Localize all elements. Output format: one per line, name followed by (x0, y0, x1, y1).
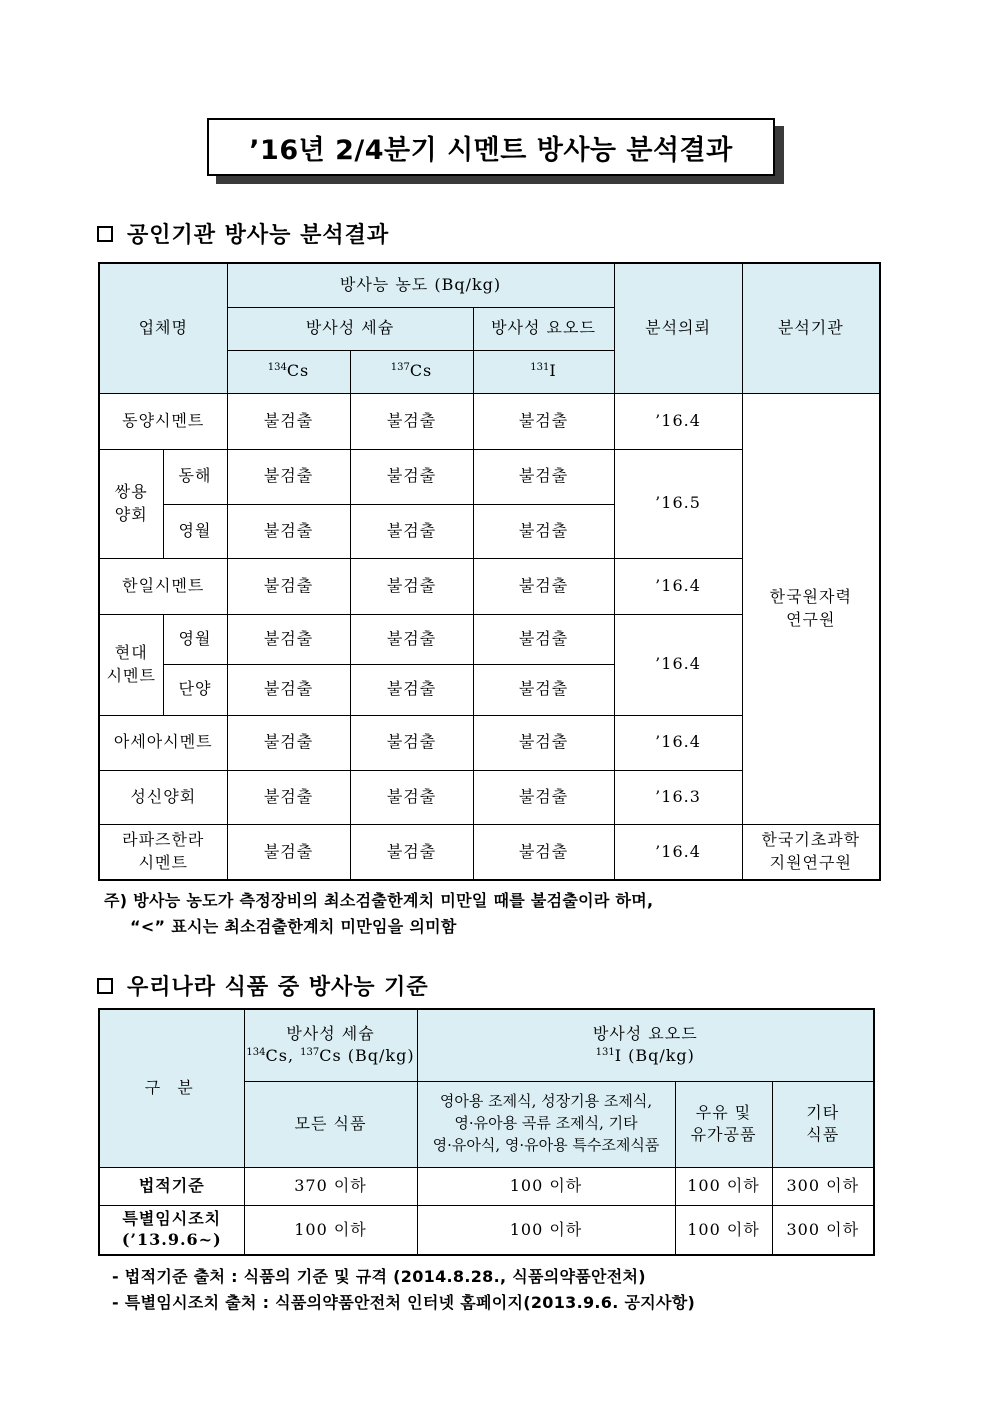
company-cell: 성신양회 (99, 770, 227, 824)
agency-cell: 한국원자력 연구원 (742, 393, 880, 824)
header-other: 기타 식품 (772, 1081, 874, 1167)
header-cs137: $^{137}$Cs (350, 350, 473, 393)
header-iodine: 방사성 요오드 (473, 307, 614, 350)
milk-cell: 100 이하 (675, 1167, 772, 1205)
cs134-cell: 불검출 (227, 715, 350, 770)
section1-heading (97, 218, 389, 249)
standards-table (98, 1008, 875, 1256)
cs134-cell: 불검출 (227, 449, 350, 504)
company-cell: 아세아시멘트 (99, 715, 227, 770)
request-cell: ’16.5 (614, 449, 742, 558)
header-i131: $^{131}$I (473, 350, 614, 393)
request-cell: ’16.4 (614, 824, 742, 880)
plant-cell: 동해 (163, 449, 227, 504)
cs137-cell: 불검출 (350, 393, 473, 449)
cs137-cell: 불검출 (350, 770, 473, 824)
cs137-cell: 불검출 (350, 558, 473, 614)
table-row (99, 824, 880, 880)
footnote-line2: “<” 표시는 최소검출한계치 미만임을 의미함 (130, 917, 457, 936)
header-cs134: $^{134}$Cs (227, 350, 350, 393)
request-cell: ’16.3 (614, 770, 742, 824)
plant-cell: 단양 (163, 664, 227, 715)
request-cell: ’16.4 (614, 393, 742, 449)
header-agency: 분석기관 (742, 263, 880, 393)
cs134-cell: 불검출 (227, 614, 350, 664)
all-food-cell: 100 이하 (244, 1205, 417, 1255)
cs134-cell: 불검출 (227, 664, 350, 715)
section1-heading-text: 공인기관 방사능 분석결과 (127, 223, 390, 248)
i131-cell: 불검출 (473, 504, 614, 558)
cs134-cell: 불검출 (227, 504, 350, 558)
plant-cell: 영월 (163, 504, 227, 558)
table-row (99, 1167, 874, 1205)
source-line1: - 법적기준 출처 : 식품의 기준 및 규격 (2014.8.28., 식품의약품안전처) (112, 1267, 646, 1286)
i131-cell: 불검출 (473, 770, 614, 824)
section2-heading-text: 우리나라 식품 중 방사능 기준 (127, 975, 429, 1000)
plant-cell: 영월 (163, 614, 227, 664)
header-iodine: 방사성 요오드 $^{131}$I (Bq/kg) (417, 1009, 874, 1081)
cs134-cell: 불검출 (227, 770, 350, 824)
other-cell: 300 이하 (772, 1167, 874, 1205)
company-cell: 라파즈한라 시멘트 (99, 824, 227, 880)
other-cell: 300 이하 (772, 1205, 874, 1255)
header-infant-food: 영아용 조제식, 성장기용 조제식, 영·유아용 곡류 조제식, 기타 영·유아식, 영·유아용 특수조제식품 (417, 1081, 675, 1167)
table-row (99, 393, 880, 449)
request-cell: ’16.4 (614, 558, 742, 614)
cs137-cell: 불검출 (350, 715, 473, 770)
infant-cell: 100 이하 (417, 1167, 675, 1205)
checkbox-square-icon (97, 978, 113, 994)
i131-cell: 불검출 (473, 393, 614, 449)
infant-cell: 100 이하 (417, 1205, 675, 1255)
header-cesium: 방사성 세슘 $^{134}$Cs, $^{137}$Cs (Bq/kg) (244, 1009, 417, 1081)
i131-cell: 불검출 (473, 824, 614, 880)
analysis-table (98, 262, 881, 881)
cs137-cell: 불검출 (350, 614, 473, 664)
cs137-cell: 불검출 (350, 824, 473, 880)
cs134-cell: 불검출 (227, 824, 350, 880)
row-label: 법적기준 (99, 1167, 244, 1205)
cs137-cell: 불검출 (350, 449, 473, 504)
i131-cell: 불검출 (473, 715, 614, 770)
request-cell: ’16.4 (614, 715, 742, 770)
all-food-cell: 370 이하 (244, 1167, 417, 1205)
company-cell: 동양시멘트 (99, 393, 227, 449)
section2-heading (97, 970, 429, 1001)
footnote-line1: 주) 방사능 농도가 측정장비의 최소검출한계치 미만일 때를 불검출이라 하며, (104, 891, 654, 910)
page-title: ’16년 2/4분기 시멘트 방사능 분석결과 (207, 118, 775, 176)
i131-cell: 불검출 (473, 614, 614, 664)
milk-cell: 100 이하 (675, 1205, 772, 1255)
header-cesium: 방사성 세슘 (227, 307, 473, 350)
company-cell: 한일시멘트 (99, 558, 227, 614)
cs137-cell: 불검출 (350, 664, 473, 715)
i131-cell: 불검출 (473, 664, 614, 715)
request-cell: ’16.4 (614, 614, 742, 715)
company-cell: 쌍용 양회 (99, 449, 163, 558)
header-concentration: 방사능 농도 (Bq/kg) (227, 263, 614, 307)
table-row (99, 1205, 874, 1255)
cs134-cell: 불검출 (227, 393, 350, 449)
header-category: 구 분 (99, 1009, 244, 1167)
company-cell: 현대 시멘트 (99, 614, 163, 715)
source-line2: - 특별임시조치 출처 : 식품의약품안전처 인터넷 홈페이지(2013.9.6. 공지사항) (112, 1293, 696, 1312)
title-box (207, 118, 775, 176)
cs137-cell: 불검출 (350, 504, 473, 558)
cs134-cell: 불검출 (227, 558, 350, 614)
i131-cell: 불검출 (473, 449, 614, 504)
i131-cell: 불검출 (473, 558, 614, 614)
header-milk: 우유 및 유가공품 (675, 1081, 772, 1167)
header-request: 분석의뢰 (614, 263, 742, 393)
row-label: 특별임시조치 (’13.9.6~) (99, 1205, 244, 1255)
header-company: 업체명 (99, 263, 227, 393)
header-all-food: 모든 식품 (244, 1081, 417, 1167)
checkbox-square-icon (97, 226, 113, 242)
agency-cell: 한국기초과학 지원연구원 (742, 824, 880, 880)
